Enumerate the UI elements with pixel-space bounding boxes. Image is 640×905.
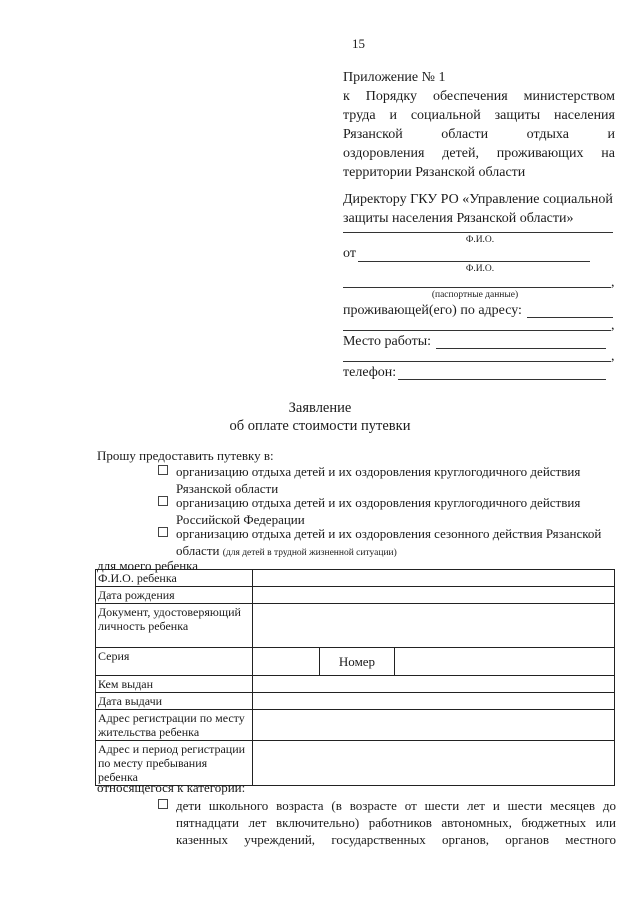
option-1: [158, 463, 618, 497]
table-label: Документ, удостоверяющий личность ребенка: [96, 604, 253, 648]
category-option: [158, 797, 616, 848]
table-label: Адрес регистрации по месту жительства ребенка: [96, 710, 253, 741]
number-label: Номер: [320, 648, 395, 676]
table-row: [96, 676, 615, 693]
table-value-cell[interactable]: [253, 676, 615, 693]
work-label: Место работы:: [343, 334, 432, 349]
table-row: [96, 648, 615, 676]
from-field[interactable]: [358, 261, 590, 262]
number-value-cell[interactable]: [395, 648, 615, 676]
table-value-cell[interactable]: [253, 587, 615, 604]
work-field[interactable]: [436, 348, 606, 349]
table-row: [96, 570, 615, 587]
table-row: [96, 587, 615, 604]
comma: ,: [611, 349, 615, 364]
address-field[interactable]: [527, 317, 613, 318]
for-child-label: для моего ребенка: [97, 558, 199, 573]
option-checkbox[interactable]: [158, 465, 168, 475]
option-3: [158, 525, 618, 562]
table-label: Кем выдан: [96, 676, 253, 693]
page-number: 15: [352, 36, 365, 51]
doc-title: Заявление: [288, 400, 352, 416]
fio-caption: Ф.И.О.: [465, 235, 495, 245]
request-intro: Прошу предоставить путевку в:: [97, 448, 274, 463]
table-row: [96, 604, 615, 648]
category-text-cont: пятнадцати лет включительно) работников автономных, бюджетных или: [176, 815, 616, 830]
from-label: от: [343, 246, 356, 261]
appendix-title: Приложение № 1: [343, 70, 446, 85]
phone-field[interactable]: [398, 379, 606, 380]
table-label: Серия: [96, 648, 253, 676]
appendix-line: Рязанской области отдыха и: [343, 127, 615, 142]
table-value-cell[interactable]: [253, 570, 615, 587]
category-text: дети школьного возраста (в возрасте от шести лет и шести месяцев до: [176, 798, 616, 813]
option-text: организацию отдыха детей и их оздоровления круглогодичного действия: [176, 495, 581, 510]
table-label: Ф.И.О. ребенка: [96, 570, 253, 587]
fio-caption-2: Ф.И.О.: [465, 264, 495, 274]
series-value-cell[interactable]: [253, 648, 320, 676]
table-value-cell[interactable]: [253, 693, 615, 710]
appendix-line: территории Рязанской области: [343, 165, 526, 180]
option-checkbox[interactable]: [158, 527, 168, 537]
work-field-2[interactable]: [343, 361, 611, 362]
option-text: организацию отдыха детей и их оздоровления круглогодичного действия: [176, 464, 581, 479]
table-label: Дата рождения: [96, 587, 253, 604]
address-field-2[interactable]: [343, 330, 611, 331]
director-line: Директору ГКУ РО «Управление социальной: [343, 192, 613, 207]
phone-label: телефон:: [343, 365, 397, 380]
option-text-cont: Рязанской области: [176, 481, 279, 496]
option-2: [158, 494, 618, 528]
passport-caption: (паспортные данные): [431, 290, 519, 300]
category-checkbox[interactable]: [158, 799, 168, 809]
director-block: [343, 190, 615, 228]
category-intro: относящегося к категории:: [97, 780, 246, 795]
appendix-line: оздоровления детей, проживающих на: [343, 146, 615, 161]
appendix-line: труда и социальной защиты населения: [343, 108, 615, 123]
table-label: Адрес и период регистрации по месту пребывания ребенка: [96, 741, 253, 786]
comma: ,: [611, 275, 615, 290]
option-text: организацию отдыха детей и их оздоровления сезонного действия Рязанской: [176, 526, 602, 541]
appendix-block: [343, 68, 615, 182]
table-row: [96, 693, 615, 710]
appendix-line: к Порядку обеспечения министерством: [343, 89, 615, 104]
table-value-cell[interactable]: [253, 741, 615, 786]
option-text-cont: Российской Федерации: [176, 512, 305, 527]
category-text-cont: казенных учреждений, государственных органов, органов местного: [176, 832, 616, 847]
comma: ,: [611, 318, 615, 333]
option-note: (для детей в трудной жизненной ситуации): [222, 548, 397, 558]
doc-subtitle: об оплате стоимости путевки: [229, 418, 411, 434]
passport-field[interactable]: [343, 287, 611, 288]
option-checkbox[interactable]: [158, 496, 168, 506]
child-info-table: [95, 569, 615, 786]
table-label: Дата выдачи: [96, 693, 253, 710]
fio-field[interactable]: [343, 232, 613, 233]
table-value-cell[interactable]: [253, 604, 615, 648]
address-label: проживающей(его) по адресу:: [343, 303, 522, 318]
option-text-cont: области: [176, 543, 220, 558]
table-value-cell[interactable]: [253, 710, 615, 741]
table-row: [96, 710, 615, 741]
director-line: защиты населения Рязанской области»: [343, 211, 574, 226]
